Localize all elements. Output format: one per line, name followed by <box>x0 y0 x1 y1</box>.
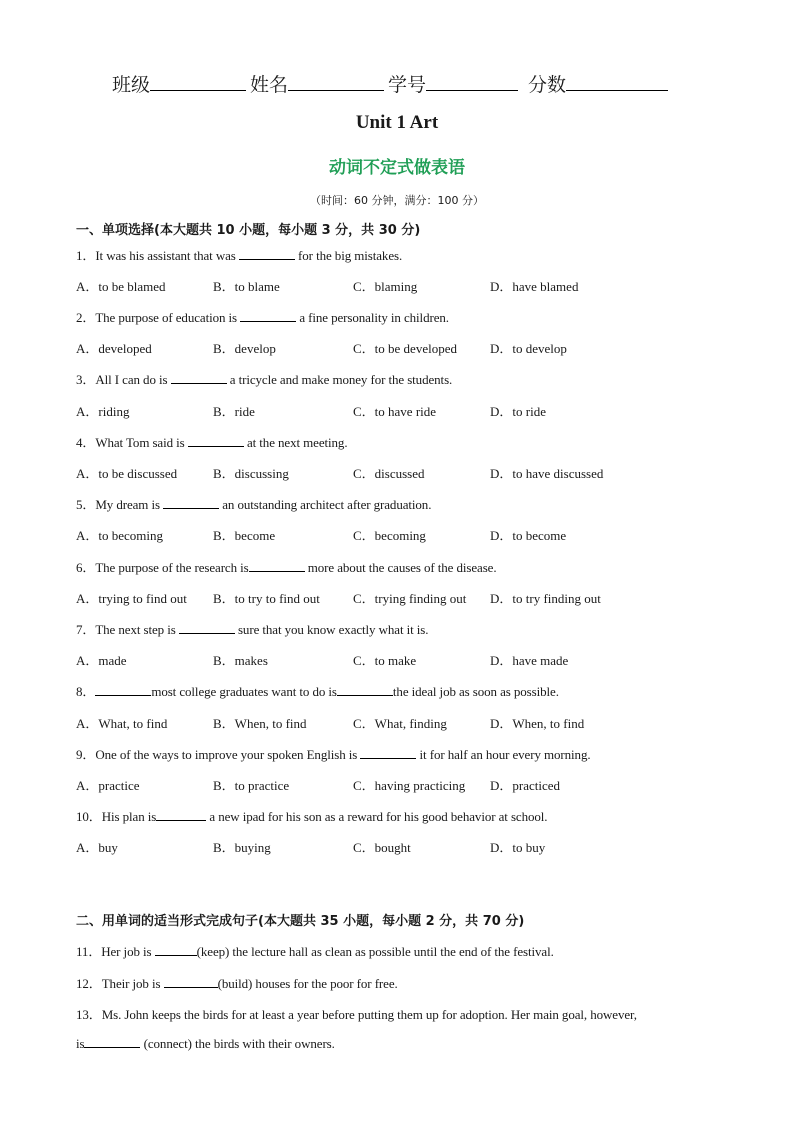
question-2 <box>76 307 449 326</box>
question-text: The purpose of the research is <box>95 560 249 575</box>
options-2 <box>76 338 716 356</box>
option-d[interactable]: D．to develop <box>490 341 567 356</box>
question-text: a new ipad for his son as a reward for his good behavior at school. <box>206 809 548 824</box>
question-text: Their job is <box>101 976 164 991</box>
question-text: One of the ways to improve your spoken English is <box>95 747 361 762</box>
option-a[interactable]: A．to becoming <box>76 528 164 543</box>
class-blank[interactable] <box>150 72 246 91</box>
question-text: My dream is <box>95 497 164 512</box>
class-label: 班级 <box>112 75 151 96</box>
question-11 <box>76 941 554 960</box>
question-text: at the next meeting. <box>243 435 348 450</box>
option-c[interactable]: C．becoming <box>353 528 426 543</box>
question-text: The next step is <box>95 622 179 637</box>
question-number: 9． <box>76 747 96 762</box>
question-10 <box>76 806 547 825</box>
answer-blank[interactable] <box>164 975 218 988</box>
options-4 <box>76 463 716 481</box>
question-text: The purpose of education is <box>95 310 241 325</box>
question-7 <box>76 619 428 638</box>
question-6 <box>76 557 496 576</box>
option-a[interactable]: A．riding <box>76 404 130 419</box>
answer-blank-1[interactable] <box>95 683 151 696</box>
question-1 <box>76 245 402 264</box>
question-13-line-2 <box>76 1035 335 1052</box>
question-text: (build) houses for the poor for free. <box>217 976 398 991</box>
question-text: Her job is <box>101 944 155 959</box>
option-d[interactable]: D．to try finding out <box>490 591 601 606</box>
score-label: 分数 <box>528 75 567 96</box>
option-c[interactable]: C．having practicing <box>353 778 466 793</box>
option-d[interactable]: D．to have discussed <box>490 466 604 481</box>
options-9 <box>76 775 716 793</box>
option-d[interactable]: D．When, to find <box>490 716 585 731</box>
question-text: it for half an hour every morning. <box>416 747 591 762</box>
name-blank[interactable] <box>288 72 384 91</box>
question-text: What Tom said is <box>95 435 188 450</box>
question-text: (connect) the birds with their owners. <box>140 1036 335 1051</box>
question-number: 5． <box>76 497 96 512</box>
option-b[interactable]: B．to blame <box>213 279 280 294</box>
option-a[interactable]: A．practice <box>76 778 140 793</box>
question-text: the ideal job as soon as possible. <box>392 684 559 699</box>
options-6 <box>76 588 716 606</box>
option-b[interactable]: B．makes <box>213 653 268 668</box>
option-b[interactable]: B．become <box>213 528 276 543</box>
option-d[interactable]: D．practiced <box>490 778 561 793</box>
options-8 <box>76 713 716 731</box>
question-text: a tricycle and make money for the students. <box>226 372 453 387</box>
question-text: for the big mistakes. <box>294 248 403 263</box>
answer-blank[interactable] <box>240 309 296 322</box>
option-a[interactable]: A．developed <box>76 341 152 356</box>
answer-blank-2[interactable] <box>337 683 393 696</box>
question-number: 11． <box>76 944 102 959</box>
question-text: Ms. John keeps the birds for at least a year before putting them up for adoption. Her main goal, however, <box>101 1007 637 1022</box>
name-label: 姓名 <box>250 75 289 96</box>
time-note: （时间：60 分钟，满分：100 分） <box>310 194 484 207</box>
answer-blank[interactable] <box>179 621 235 634</box>
options-10 <box>76 837 716 855</box>
question-text: sure that you know exactly what it is. <box>234 622 429 637</box>
option-c[interactable]: C．trying finding out <box>353 591 467 606</box>
question-text: (keep) the lecture hall as clean as possible until the end of the festival. <box>196 944 554 959</box>
option-a[interactable]: A．made <box>76 653 127 668</box>
answer-blank[interactable] <box>188 434 244 447</box>
question-number: 4． <box>76 435 96 450</box>
answer-blank[interactable] <box>84 1035 140 1048</box>
question-3 <box>76 369 452 388</box>
question-9 <box>76 744 591 763</box>
option-c[interactable]: C．to have ride <box>353 404 437 419</box>
option-a[interactable]: A．buy <box>76 840 118 855</box>
number-blank[interactable] <box>426 72 518 91</box>
option-d[interactable]: D．have blamed <box>490 279 579 294</box>
option-b[interactable]: B．develop <box>213 341 276 356</box>
option-a[interactable]: A．trying to find out <box>76 591 187 606</box>
unit-title: Unit 1 Art <box>355 112 439 133</box>
question-number: 8． <box>76 684 96 699</box>
question-text: His plan is <box>101 809 157 824</box>
question-number: 6． <box>76 560 96 575</box>
question-text: an outstanding architect after graduation. <box>219 497 432 512</box>
option-b[interactable]: B．ride <box>213 404 255 419</box>
answer-blank[interactable] <box>163 496 219 509</box>
score-blank[interactable] <box>566 72 668 91</box>
option-d[interactable]: D．to buy <box>490 840 546 855</box>
answer-blank[interactable] <box>249 559 305 572</box>
question-text: more about the causes of the disease. <box>304 560 497 575</box>
option-d[interactable]: D．to ride <box>490 404 546 419</box>
option-d[interactable]: D．to become <box>490 528 567 543</box>
question-number: 10． <box>76 809 102 824</box>
options-3 <box>76 401 716 419</box>
question-text: It was his assistant that was <box>95 248 239 263</box>
option-a[interactable]: A．What, to find <box>76 716 168 731</box>
answer-blank[interactable] <box>239 247 295 260</box>
option-b[interactable]: B．to try to find out <box>213 591 320 606</box>
section-2-heading: 二、用单词的适当形式完成句子(本大题共 35 小题，每小题 2 分，共 70 分) <box>76 914 525 929</box>
question-number: 2． <box>76 310 96 325</box>
option-b[interactable]: B．buying <box>213 840 271 855</box>
option-c[interactable]: C．to be developed <box>353 341 457 356</box>
answer-blank[interactable] <box>360 746 416 759</box>
option-a[interactable]: A．to be blamed <box>76 279 166 294</box>
number-label: 学号 <box>388 75 427 96</box>
option-b[interactable]: B．When, to find <box>213 716 307 731</box>
question-number: 7． <box>76 622 96 637</box>
topic-subtitle: 动词不定式做表语 <box>329 158 465 178</box>
question-number: 1． <box>76 248 96 263</box>
option-c[interactable]: C．bought <box>353 840 411 855</box>
answer-blank[interactable] <box>156 808 206 821</box>
question-4 <box>76 432 347 451</box>
answer-blank[interactable] <box>171 371 227 384</box>
question-number: 12． <box>76 976 102 991</box>
question-text: All I can do is <box>95 372 171 387</box>
option-c[interactable]: C．discussed <box>353 466 425 481</box>
option-b[interactable]: B．discussing <box>213 466 289 481</box>
question-number: 13． <box>76 1007 102 1022</box>
option-b[interactable]: B．to practice <box>213 778 290 793</box>
option-c[interactable]: C．blaming <box>353 279 418 294</box>
options-7 <box>76 650 716 668</box>
option-c[interactable]: C．What, finding <box>353 716 447 731</box>
question-12 <box>76 973 398 992</box>
question-text: is <box>76 1036 85 1051</box>
question-8 <box>76 681 559 700</box>
question-number: 3． <box>76 372 96 387</box>
question-text: a fine personality in children. <box>296 310 449 325</box>
answer-blank[interactable] <box>155 943 197 956</box>
student-info-line <box>112 70 672 97</box>
question-13 <box>76 1004 637 1023</box>
question-text: most college graduates want to do is <box>151 684 337 699</box>
option-c[interactable]: C．to make <box>353 653 417 668</box>
question-5 <box>76 494 431 513</box>
options-1 <box>76 276 716 294</box>
options-5 <box>76 525 716 543</box>
section-1-heading: 一、单项选择(本大题共 10 小题，每小题 3 分，共 30 分) <box>76 223 421 238</box>
option-a[interactable]: A．to be discussed <box>76 466 178 481</box>
option-d[interactable]: D．have made <box>490 653 569 668</box>
